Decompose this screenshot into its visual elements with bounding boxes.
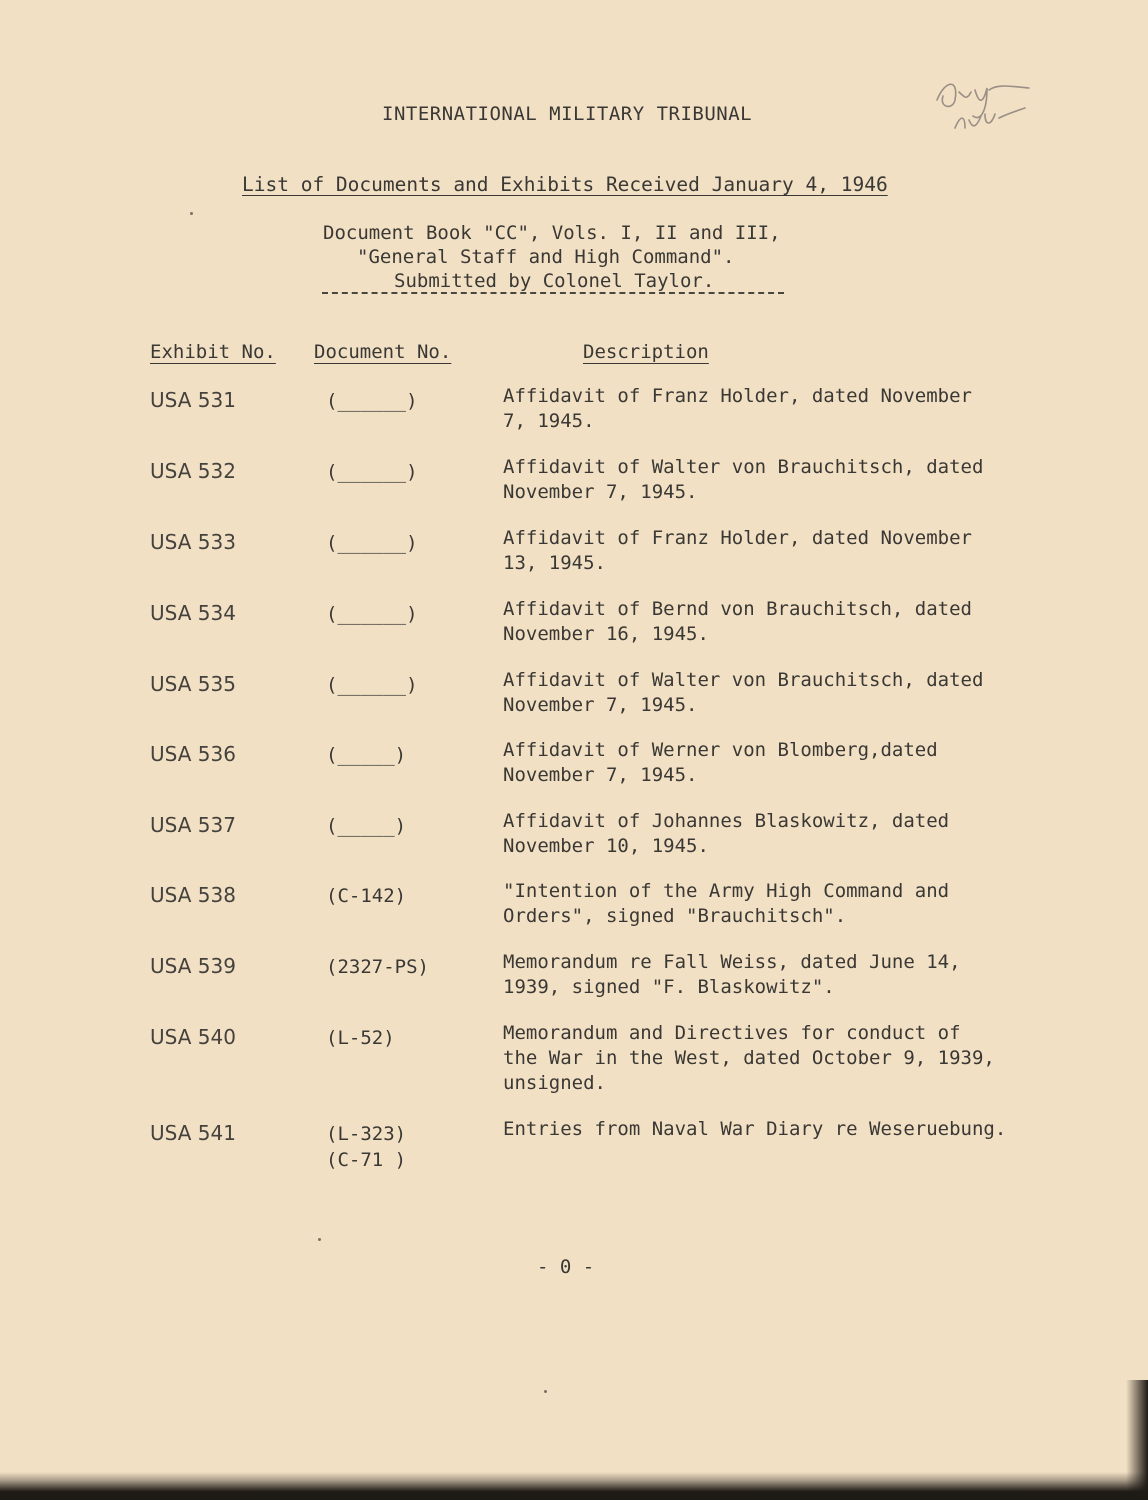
- document-number: (L-52): [326, 1027, 395, 1049]
- exhibit-description: Affidavit of Walter von Brauchitsch, dated November 7, 1945.: [503, 456, 984, 503]
- exhibit-description: Affidavit of Werner von Blomberg,dated November 7, 1945.: [503, 739, 938, 786]
- column-header-document: Document No.: [314, 341, 452, 363]
- exhibit-description: Affidavit of Franz Holder, dated November 13, 1945.: [503, 527, 972, 574]
- exhibit-number: USA 531: [150, 388, 236, 412]
- page-number: - 0 -: [537, 1256, 595, 1278]
- document-book-line: Submitted by Colonel Taylor.: [394, 270, 715, 292]
- tribunal-title: INTERNATIONAL MILITARY TRIBUNAL: [382, 103, 753, 125]
- exhibit-number: USA 532: [150, 459, 236, 483]
- column-header-description: Description: [583, 341, 709, 363]
- exhibit-number: USA 534: [150, 601, 236, 625]
- document-number: (_____): [326, 815, 407, 837]
- exhibit-description: "Intention of the Army High Command and Orders", signed "Brauchitsch".: [503, 880, 950, 927]
- document-number: (_____): [326, 744, 407, 766]
- document-list-heading: List of Documents and Exhibits Received January 4, 1946: [242, 173, 888, 196]
- exhibit-description: Memorandum re Fall Weiss, dated June 14, 1939, signed "F. Blaskowitz".: [503, 951, 961, 998]
- exhibit-number: USA 536: [150, 742, 236, 766]
- exhibit-number: USA 537: [150, 813, 236, 837]
- scan-edge-shadow: [0, 1472, 1148, 1500]
- exhibit-description: Affidavit of Walter von Brauchitsch, dated November 7, 1945.: [503, 669, 984, 716]
- dashed-divider: [322, 292, 784, 294]
- document-number: (______): [326, 390, 418, 412]
- exhibit-number: USA 541: [150, 1121, 236, 1145]
- document-number: (2327-PS): [326, 956, 429, 978]
- exhibit-description: Affidavit of Franz Holder, dated November 7, 1945.: [503, 385, 972, 432]
- paper-speck: [544, 1390, 547, 1393]
- document-book-line: "General Staff and High Command".: [357, 246, 735, 268]
- handwritten-initials-icon: [925, 70, 1045, 140]
- exhibit-description: Entries from Naval War Diary re Weseruebung.: [503, 1118, 1007, 1140]
- exhibit-number: USA 538: [150, 883, 236, 907]
- paper-speck: [190, 212, 193, 215]
- document-number: (______): [326, 461, 418, 483]
- exhibit-description: Affidavit of Bernd von Brauchitsch, dated November 16, 1945.: [503, 598, 972, 645]
- document-number: (______): [326, 674, 418, 696]
- scan-edge-shadow: [1126, 1380, 1148, 1500]
- document-number: (C-142): [326, 885, 407, 907]
- exhibit-number: USA 540: [150, 1025, 236, 1049]
- document-number: (______): [326, 532, 418, 554]
- document-number: (______): [326, 603, 418, 625]
- column-header-exhibit: Exhibit No.: [150, 341, 276, 363]
- exhibit-number: USA 533: [150, 530, 236, 554]
- exhibit-description: Memorandum and Directives for conduct of the War in the West, dated October 9, 1939, unsigned.: [503, 1022, 995, 1094]
- paper-speck: [318, 1238, 321, 1241]
- document-number: (L-323) (C-71 ): [326, 1123, 407, 1171]
- exhibit-description: Affidavit of Johannes Blaskowitz, dated November 10, 1945.: [503, 810, 950, 857]
- document-book-line: Document Book "CC", Vols. I, II and III,: [323, 222, 781, 244]
- exhibit-number: USA 535: [150, 672, 236, 696]
- exhibit-number: USA 539: [150, 954, 236, 978]
